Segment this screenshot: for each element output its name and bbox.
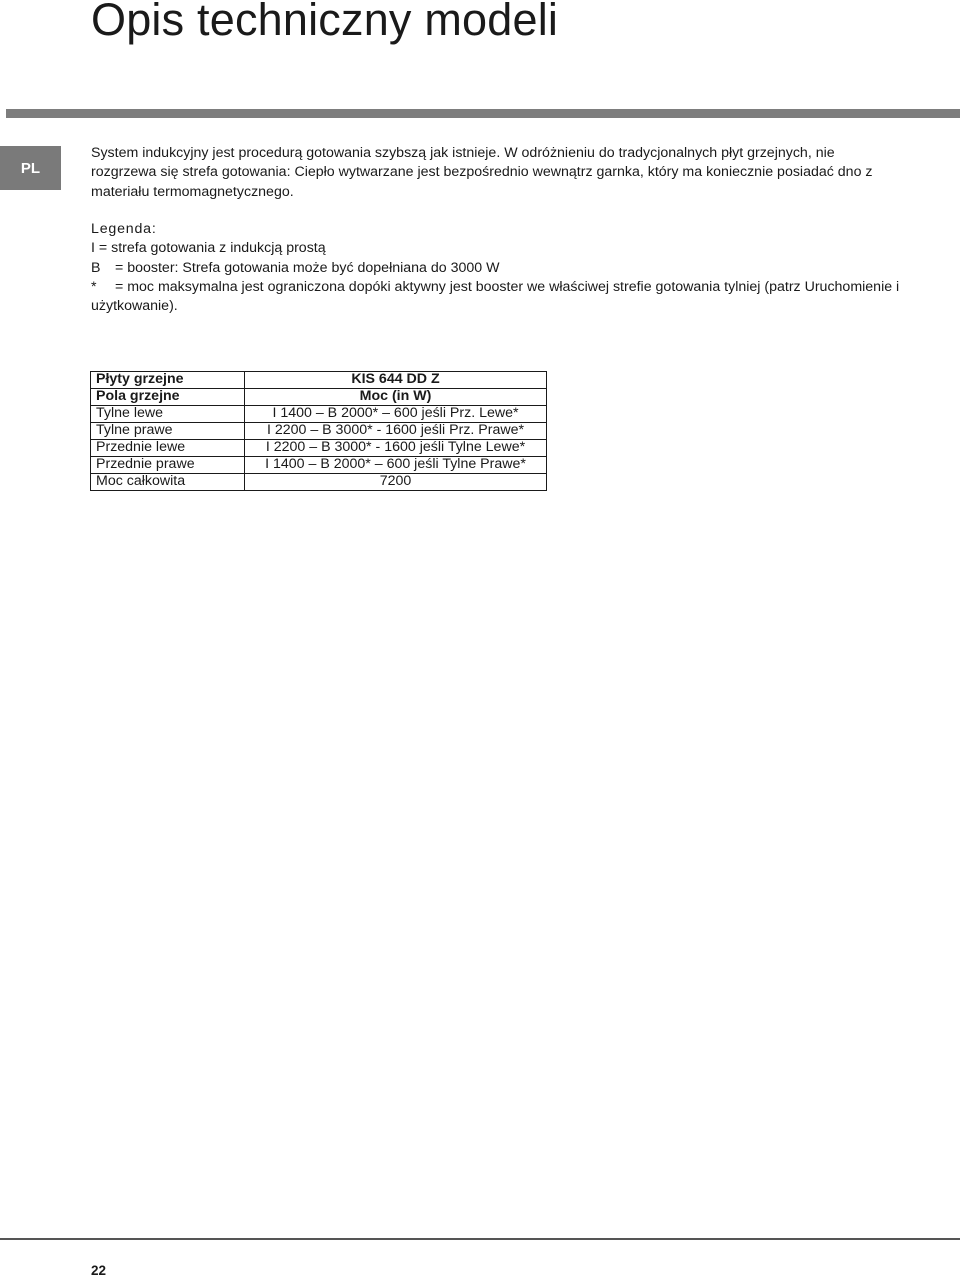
footer-divider [0, 1238, 960, 1240]
table-row [91, 406, 547, 423]
header-divider [6, 109, 960, 118]
table-cell-label: Przednie lewe [91, 440, 245, 457]
legend-item-text: = booster: Strefa gotowania może być dopełniana do 3000 W [115, 259, 500, 276]
legend-item-symbol: * [91, 278, 97, 295]
table-cell-value: 7200 [245, 474, 547, 491]
table-cell-label: Płyty grzejne [91, 372, 245, 389]
table-header-row [91, 372, 547, 389]
spec-table [90, 371, 547, 491]
legend-item-symbol: B [91, 259, 101, 276]
table-cell-label: Moc całkowita [91, 474, 245, 491]
table-cell-label: Przednie prawe [91, 457, 245, 474]
table-row [91, 440, 547, 457]
table-cell-value: KIS 644 DD Z [245, 372, 547, 389]
legend-heading: Legenda: [91, 221, 157, 237]
table-cell-value: I 1400 – B 2000* – 600 jeśli Prz. Lewe* [245, 406, 547, 423]
table-cell-label: Tylne lewe [91, 406, 245, 423]
legend-item [91, 278, 911, 317]
legend-item-text: = moc maksymalna jest ograniczona dopóki aktywny jest booster we właściwej strefie gotowania tylniej (patrz Uruchomienie i użytkowanie). [91, 278, 900, 315]
table-cell-label: Tylne prawe [91, 423, 245, 440]
table-header-row [91, 389, 547, 406]
table-cell-value: I 2200 – B 3000* - 1600 jeśli Tylne Lewe* [245, 440, 547, 457]
page-title: Opis techniczny modeli [91, 0, 559, 45]
legend-item [91, 239, 911, 258]
legend [91, 220, 911, 316]
table-row [91, 457, 547, 474]
legend-item-text: I = strefa gotowania z indukcją prostą [91, 240, 326, 257]
page-number: 22 [91, 1263, 107, 1278]
table-cell-value: Moc (in W) [245, 389, 547, 406]
table-cell-label: Pola grzejne [91, 389, 245, 406]
table-cell-value: I 2200 – B 3000* - 1600 jeśli Prz. Prawe* [245, 423, 547, 440]
intro-paragraph: System indukcyjny jest procedurą gotowania szybszą jak istnieje. W odróżnieniu do tradycjonalnych płyt grzejnych, nie rozgrzewa się strefa gotowania: Ciepło wytwarzane jest bezpośrednio wewnątrz garnka, który ma koniecznie posiadać dno z materiału termomagnetycznego. [91, 145, 873, 200]
language-tab: PL [0, 146, 61, 190]
legend-item [91, 259, 911, 278]
table-row [91, 423, 547, 440]
table-row [91, 474, 547, 491]
table-cell-value: I 1400 – B 2000* – 600 jeśli Tylne Prawe* [245, 457, 547, 474]
